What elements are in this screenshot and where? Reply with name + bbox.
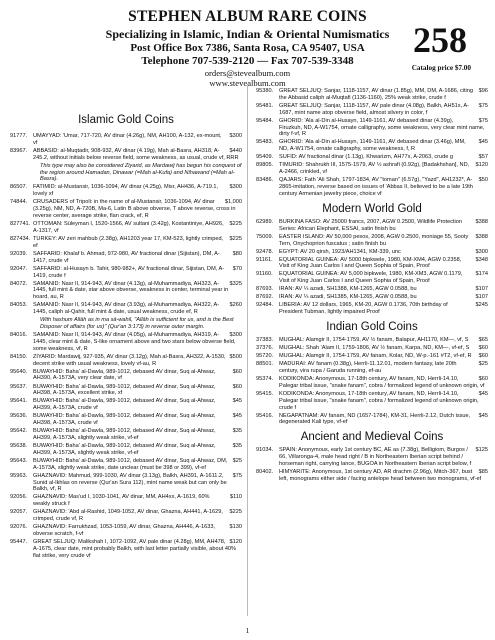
list-item [10, 509, 242, 523]
item-price: $388 [475, 218, 488, 225]
item-number: 95643. [10, 457, 28, 464]
left-column [10, 133, 242, 561]
item-price: $60 [478, 353, 488, 360]
catalog-price: Catalog price $7.00 [411, 64, 471, 72]
item-description: HIMYARITE: Anonymous, 1st century AD, AR drachm (2.96g), Mitch-367, bust left, monograms either side / facing antelope head between two monograms, vf-ef [279, 469, 482, 482]
item-number: 75009. [256, 233, 274, 240]
list-item [10, 524, 242, 538]
item-number: 92047. [10, 265, 28, 272]
item-price: $225 [229, 235, 242, 242]
section-title-islamic-gold: Islamic Gold Coins [78, 114, 174, 126]
list-item [10, 539, 242, 560]
item-description: MADURAI: AV fanam (0.38g), Herrli-11.12.01, modern fantasy, late 20th century, vira rupa / Garuda running, ef-au [279, 361, 457, 374]
item-description: CRUSADERS of Tripoli: in the name of al-Mustansir, 1036-1094, AV dinar (3.25g), NM, ND, A-720B, Ma-6, Latin B above obverse, T above reverse, cross in reverse center, average strike, flan crack, ef, R [33, 199, 236, 220]
item-price: $25 [478, 361, 488, 368]
list-item [256, 249, 488, 256]
item-number: 37383. [256, 337, 274, 344]
item-price: $107 [475, 286, 488, 293]
list-item [256, 337, 488, 344]
item-number: 95638. [10, 443, 28, 449]
item-price: $45 [478, 412, 488, 419]
list-item [10, 413, 242, 427]
item-number: 83486. [256, 177, 274, 184]
page-number: 1 [245, 626, 250, 635]
section-title-ancient-medieval: Ancient and Medieval Coins [300, 431, 444, 444]
item-description: GHAZNAVID: Mahmud, 999-1030, AV dinar (3.13g), Balkh, AH391, A-1611.2, Sunid al-Ikhlas on reverse (Qur'an Sura 112), mint name weak but can only be Balkh, vf, R [33, 472, 227, 493]
item-number: 95380. [256, 88, 274, 94]
item-price: $60 [478, 376, 488, 383]
item-description: QAJARS: Fath 'Ali Shah, 1797-1834, AV "toman" (6.57g), "Yazd", AH1232*, A-2865-imitation, reverse based on issues of 'Abbas II, believed to be a late 19th century Armenian jewelry piece, choice vf [279, 177, 473, 197]
item-description: BUWAYHID: Baha' al-Dawla, 989-1012, debased AV dinar, Suq al-Ahwaz, AH399, A-1573A, slightly weak strike, vf-ef [33, 443, 216, 456]
item-number: 86507. [10, 184, 28, 191]
item-description: MUGHAL: Alamgir II, 1754-1759, AV ½ fanam, Balapur, AH1170, KM—, vf, S [279, 337, 469, 344]
item-price: $60 [478, 345, 488, 352]
item-number: 74844. [10, 199, 28, 206]
item-number: 84053. [10, 302, 28, 309]
item-number: 83967. [10, 147, 28, 154]
item-description: LIBERIA: AV 12 dollars, 1965, KM-20, AGW 0.1736, 70th birthday of President Tubman, lightly impaired Proof [279, 302, 448, 316]
list-item [256, 447, 488, 468]
list-item [10, 384, 242, 398]
list-item [256, 376, 488, 390]
item-number: 84016. [10, 332, 28, 339]
item-price: $60 [232, 383, 242, 390]
item-price: $70 [232, 265, 242, 272]
item-description: IRAN: AV ¼ azadi, SH1385, KM-1265, AGW 0.0588, bu [279, 294, 417, 301]
item-description: SAMANID: Nasr II, 914-943, AV dinar (3.93g), al-Muhammadiya, AH322, A-1445, caliph al-Qahir, full mint & date, usual weakness, crude ef, R [33, 302, 220, 316]
item-description: GHORID: 'Ala al-Din al-Husayn, 1149-1161, AV debased dinar (4.39g), Firuzkuh, ND, A-W1754, ornate calligraphy, some weakness, very clear mint name, dirty f-vf, R [279, 117, 485, 138]
item-number: 92076. [10, 524, 28, 531]
item-price: $300 [229, 133, 242, 139]
item-number: 87693. [256, 286, 274, 293]
list-item [256, 139, 488, 153]
section-title-indian-gold: Indian Gold Coins [326, 321, 418, 334]
item-description: With hashum Allāh as in ma sā-wahil, "Allāh is sufficient for us, and is the Best Disposer of affairs (for us)" (Qur'an 3:173) in reverse outer margin. [40, 317, 234, 330]
item-description: SAFFARID: Khalaf b. Ahmad, 972-980, AV fractional dinar (Sijistan), DM, A-1417, crude vf [33, 250, 220, 264]
company-address: Post Office Box 7386, Santa Rosa, CA 95407, USA [130, 42, 365, 54]
item-number: 95415. [256, 390, 274, 397]
item-description: KODIKONDA: Anonymous, 17-18th century, AV fanam, ND, Herrli-14.10, Palegar tribal issue, "snake fanam", cobra / formalized legend of unknown origin, vf [279, 376, 485, 389]
item-description: SAMANID: Nasr II, 914-943, AV dinar (4.13g), al-Muhammadiya, AH323, A-1445, full mint & date, star above obverse, weakness in center, terminal year in hoard, au, R [33, 280, 229, 301]
item-number: 91161. [256, 256, 273, 263]
item-description: IRAN: AV ¼ azadi, SH1388, KM-1265, AGW 0.0588, bu [279, 286, 417, 293]
list-item [10, 443, 242, 457]
item-price: $500 [229, 353, 242, 360]
item-description: OTTOMAN: Süleyman I, 1520-1566, AV sultani (3.42g), Kostantiniye, AH926, A-1317, vf [33, 221, 224, 234]
item-price: $1,000 [224, 199, 242, 206]
item-number: 827434. [10, 235, 31, 242]
item-price: $35 [232, 443, 242, 449]
item-price: $85 [478, 469, 488, 476]
list-item [10, 266, 242, 280]
list-item [10, 398, 242, 412]
item-price: $75 [478, 117, 488, 124]
item-description: EGYPT: AV 20 qirsh, 1923/AH1341, KM-339, unc [279, 248, 401, 255]
list-item [256, 162, 488, 176]
item-description: This type may also be considered Ziyarid, as Mardawij has begun his conquest of the region around Hamadan, Dinawar (=Mah al-Kufa) and Nihawand (=Mah al-Basra). [40, 162, 242, 183]
company-email[interactable]: orders@stevealbum.com [204, 68, 291, 78]
item-description: BUWAYHID: Baha' al-Dawla, 989-1012, debased AV dinar, Suq al-Ahwaz, AH390, A-1573A, very clear date, vf [33, 368, 216, 382]
item-number: 92478. [256, 248, 274, 255]
company-subtitle: Specializing in Islamic, Indian & Oriental Numismatics [105, 27, 390, 41]
column-divider [247, 86, 248, 616]
item-number: 95640. [10, 368, 28, 375]
item-description: BUWAYHID: Baha' al-Dawla, 989-1012, debased AV dinar, Suq al-Ahwaz, AH399, A-1573A, slightly weak strike, vf-ef [33, 428, 216, 441]
item-number: 95642. [10, 428, 28, 435]
item-number: 62989. [256, 218, 274, 225]
list-item [10, 221, 242, 235]
item-description: GHAZNAVID: Farrukhzad, 1053-1059, AV dinar, Ghazna, AH446, A-1633, obverse scratch, f-vf [33, 524, 215, 538]
item-price: $120 [475, 162, 488, 169]
item-description: KODIKONDA: Anonymous, 17-18th century, AV fanam, ND, Herrli-14.10, Palegar tribal issue, "snake fanam", cobra / formalized legend of unknown origin, crude f [279, 390, 479, 411]
item-number: 95637. [10, 383, 28, 390]
catalog-number: 258 [413, 20, 467, 60]
list-item [256, 219, 488, 233]
list-item [10, 163, 242, 184]
item-price: $440 [229, 147, 242, 154]
list-item [256, 88, 488, 102]
item-number: 91160. [256, 271, 273, 278]
item-description: BUWAYHID: Baha' al-Dawla, 989-1012, debased AV dinar, Suq al-Ahwaz, AH398, A-1573A, crude vf [33, 413, 216, 427]
item-description: GHAZNAVID: 'Abd al-Rashid, 1049-1052, AV dinar, Ghazna, AH441, A-1629, crimped, crude vf, R [33, 509, 223, 523]
item-price: $110 [229, 494, 242, 501]
item-number: 95483. [256, 139, 274, 146]
list-item [256, 103, 488, 117]
item-price: $45 [478, 139, 488, 146]
list-item [256, 154, 488, 161]
list-item [256, 361, 488, 375]
item-number: 95963. [10, 472, 28, 479]
item-price: $245 [475, 302, 488, 309]
item-price: $80 [232, 250, 242, 257]
item-price: $225 [229, 509, 242, 516]
item-price: $260 [229, 302, 242, 309]
list-item [10, 428, 242, 442]
item-price: $65 [478, 337, 488, 344]
list-item [256, 413, 488, 427]
item-number: 95636. [10, 413, 28, 420]
item-description: SAFFARID: al-Husayn b. Tahir, 980-982+, AV fractional dinar, Sijistan, DM, A-1419, crude f [33, 265, 225, 279]
list-item [10, 199, 242, 220]
list-item [10, 473, 242, 494]
item-description: BUWAYHID: Baha' al-Dawla, 989-1012, debased AV dinar, Suq al-Ahwaz, AH399, A-1573A, crude vf [33, 398, 216, 412]
item-number: 92039. [10, 250, 28, 257]
item-price: $25 [232, 457, 242, 464]
list-item [256, 257, 488, 271]
item-price: $60 [232, 368, 242, 375]
list-item [10, 148, 242, 162]
list-item [256, 286, 488, 293]
item-description: UMAYYAD: 'Umar, 717-720, AV dinar (4.26g), NM, AH100, A-132, ex-mount, vf [33, 133, 222, 146]
list-item [10, 354, 242, 368]
item-price: $45 [478, 390, 488, 397]
item-description: BUWAYHID: Baha' al-Dawla, 989-1012, debased AV dinar, Suq al-Ahwaz, DM, A-1573A, slightly weak strike, date unclear (must be 398 or 399), vf-ef [33, 457, 228, 471]
list-item [256, 118, 488, 139]
list-item [256, 302, 488, 316]
list-item [10, 281, 242, 302]
item-number: 827741. [10, 221, 31, 228]
right-column [256, 88, 488, 484]
item-number: 95484. [256, 117, 274, 124]
company-website[interactable]: www.stevealbum.com [209, 78, 286, 88]
item-description: SPAIN: Anonymous, early 1st century BC, AE as (7.38g), Belligiom, Burgos / 66, Villaronga-4, male head right / B in Northeastern Iberian script behind / horseman right, carrying lance, BUGOA in Northeastern Iberian script below, f [279, 447, 472, 467]
list-item [256, 234, 488, 248]
item-description: ZIYARID: Mardawij, 927-935, AV dinar (3.12g), Mah al-Basra, AH322, A-1530, decent strike with usual weakness, lovely vf-au, R [33, 353, 226, 367]
item-price: $45 [232, 413, 242, 420]
item-price: $75 [478, 102, 488, 109]
item-description: EQUATORIAL GUINEA: AV 5,000 bipkwele, 1980, KM-XM3, AGW 0.1179, Visit of King Juan Carlos I and Queen Sophia of Spain, Proof [279, 271, 463, 285]
item-description: GHORID: 'Ala al-Din al-Husayn, 1149-1161, AV debased dinar (3.46g), MM, ND, A-W1754, ornate calligraphy, some weakness, f, R [279, 139, 466, 153]
list-item [10, 317, 242, 331]
item-number: 95374. [256, 376, 274, 383]
item-description: SUFID: AV fractional dinar (1.13g), Khwarizm, AH77x, A-2063, crude g [279, 154, 454, 161]
item-number: 89805. [256, 162, 274, 169]
item-number: 80402. [256, 469, 274, 476]
item-price: $348 [475, 256, 488, 263]
list-item [10, 369, 242, 383]
list-item [10, 236, 242, 250]
list-item [10, 494, 242, 508]
item-description: FATIMID: al-Mustansir, 1036-1094, AV dinar (4.25g), Misr, AH436, A-719.1, lovely xf [33, 184, 219, 198]
item-number: 84150. [10, 353, 28, 360]
item-number: 95447. [10, 539, 28, 546]
item-number: 37376. [256, 345, 274, 352]
item-price: $107 [475, 294, 488, 301]
item-number: 87692. [256, 294, 274, 301]
item-price: $300 [475, 248, 488, 255]
item-description: EQUATORIAL GUINEA: AV 5000 bipkwele, 1980, KM-XM4, AGW 0.2358, Visit of King Juan Carlos I and Queen Sophia of Spain, Proof [279, 256, 462, 270]
list-item [256, 294, 488, 301]
list-item [256, 177, 488, 198]
item-description: BURKINA FASO: AV 25000 francs, 2007, AGW 0.2500, Wildlife Protection Series: African Elephant, ESSAI, satin finish bu [279, 218, 463, 232]
item-description: MUGHAL: Alamgir II, 1754-1759, AV fanam, Kolar, ND, W-p.-161 #T2, vf-ef, R [279, 353, 472, 360]
item-price: $388 [475, 233, 488, 240]
item-description: EASTER ISLAND: AV 50,000 pesos, 2008, AGW 0.2500, moniage 55, Sooty Tern, Onychoprion fuscatus ; satin finish bu [279, 233, 469, 247]
item-description: GREAT SELJUQ: Malikshah I, 1072-1092, AV pale dinar (4.28g), MM, AH478, A-1675, clear date, mint probably Balkh, with last letter partially visible, about 40% flat strike, very crude vf [33, 539, 237, 559]
list-item [10, 184, 242, 198]
list-item [10, 133, 242, 147]
item-price: $174 [475, 271, 488, 278]
item-number: 95409. [256, 154, 274, 161]
item-description: GREAT SELJUQ: Sanjar, 1118-1157, AV dinar (1.85g), MM, DM, A-1686, citing the Abbasid caliph al-Muqtafi (1136-1160), 25% weak strike, crude f [279, 88, 474, 101]
item-price: $45 [232, 398, 242, 405]
item-price: $125 [475, 447, 488, 454]
list-item [256, 391, 488, 412]
item-price: $225 [229, 221, 242, 228]
item-description: TIMURID: Shahrukh III, 1575-1579, AV ½ ashrafi (0.92g), [Badakhshan], ND, A-2466, crinkled, vf [279, 162, 470, 176]
item-description: BUWAYHID: Baha' al-Dawla, 989-1012, debased AV dinar, Suq al-Ahwaz, AH398, A-1573A, excellent strike, xf [33, 383, 216, 397]
list-item [10, 332, 242, 353]
item-number: 95720. [256, 353, 274, 360]
item-description: ABBASID: al-Muqtadir, 908-932, AV dinar (4.19g), Mah al-Basra, AH318, A-245.2, without initials below reverse field, some weakness, as usual, crude vf, RRR [33, 147, 239, 161]
section-title-modern-gold: Modern World Gold [322, 202, 422, 215]
list-item [256, 271, 488, 285]
item-number: 95641. [10, 398, 28, 405]
item-description: GREAT SELJUQ: Sanjar, 1118-1157, AV pale dinar (4.08g), Balkh, AH51x, A-1687, mint name atop obverse field, almost silvery in color, f [279, 102, 469, 116]
item-description: TURKEY: AV zeri mahbub (2.38g), AH1203 year 17, KM-523, lightly crimped, ef [33, 235, 224, 249]
company-phone: Telephone 707-539-2120 — Fax 707-539-3348 [141, 55, 354, 67]
item-price: $325 [229, 280, 242, 287]
item-number: 95481. [256, 102, 274, 109]
list-item [10, 458, 242, 472]
item-price: $300 [229, 184, 242, 191]
item-number: 92484. [256, 302, 274, 309]
item-number: 95416. [256, 412, 274, 419]
item-price: $130 [229, 524, 242, 531]
item-number: 84072. [10, 280, 28, 287]
company-title: STEPHEN ALBUM RARE COINS [128, 8, 367, 25]
item-number: 92057. [10, 509, 28, 516]
item-price: $300 [229, 332, 242, 339]
item-number: 91034. [256, 447, 274, 454]
list-item [256, 469, 488, 483]
list-item [256, 345, 488, 352]
item-number: 88501. [256, 361, 274, 368]
item-number: 92056. [10, 494, 28, 501]
item-price: $75 [232, 472, 242, 479]
item-price: $120 [229, 539, 242, 546]
item-number: 91777. [10, 133, 28, 139]
item-price: $57 [478, 154, 488, 161]
item-price: $50 [478, 177, 488, 184]
item-description: SAMANID: Nasr II, 914-943, AV dinar (4.05g), al-Muhammadiya, AH319, A-1445, clear mint & date, S-like ornament above and two stars below obverse field, some weakness, vf, R [33, 332, 236, 352]
item-price: $96 [478, 88, 488, 94]
item-description: MUGHAL: Shah 'Alam II, 1759-1806, AV ½ fanam, Karpa, ND, KM—, vf-ef, S [279, 345, 470, 352]
item-price: $35 [232, 428, 242, 435]
list-item [256, 353, 488, 360]
item-description: GHAZNAVID: Mas'ud I, 1030-1041, AV dinar, MM, AH4xx, A-1619, 60% weakly struck f [33, 494, 210, 508]
list-item [10, 251, 242, 265]
list-item [10, 302, 242, 316]
item-description: NEGAPATNAM: AV fanam, ND (1657-1784), KM-31, Herrli-2.12, Dutch issue, degenerated Kali type, vf-ef [279, 412, 471, 426]
